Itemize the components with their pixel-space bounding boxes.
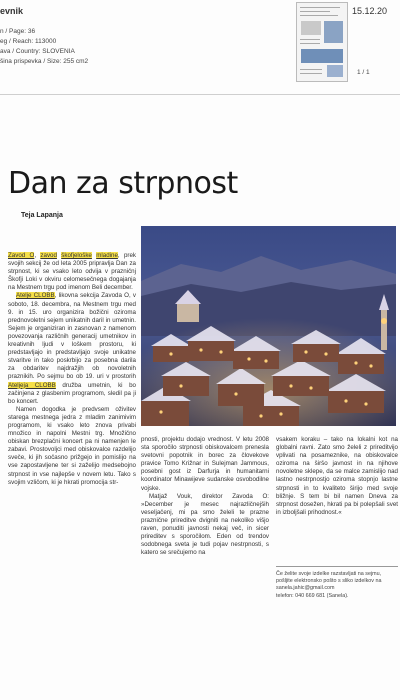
paragraph-text: , likovna sekcija Zavoda O, v soboto, 18. decembra, na Mestnem trgu med 9. in 15. uro organizira božični oziroma prednovoletni sejem unikatnih daril in umetnin. Sejem je organiziran in zasnovan z namenom povezovanja različnih generacij umetnikov in kreativnih ljudi v loškem prostoru, ki predstavljajo in predstavljajo svoje unikatne stvaritve in tako poskrbijo za posebna darila za obdaritev najdražjih ob novoletnih praznikih. Po sejmu bo ob 19. uri v prostorih bbox=[8, 292, 136, 381]
article-column-1 bbox=[8, 252, 136, 487]
contact-line: pošljite elektronsko pošto s sliko izdelkov na bbox=[276, 578, 382, 585]
paragraph-text: družba umetnin, ki bo začinjena z glasbenim programom, sledil pa ji bo koncert. bbox=[8, 381, 136, 405]
paragraph bbox=[8, 252, 136, 292]
article-title: Dan za strpnost bbox=[8, 166, 238, 201]
publication-name: evnik bbox=[0, 6, 24, 16]
page-counter: 1 / 1 bbox=[357, 69, 370, 76]
page-thumbnail[interactable] bbox=[296, 2, 348, 82]
contact-box bbox=[276, 566, 398, 600]
paragraph: Namen dogodka je predvsem oživitev starega mestnega jedra z mladim zanimivim programom, ki vsako leto znova privabi množico in napolni Mestni trg. Množično obiskan brezplačni koncert pa ni namenjen le zabavi. Prostovoljci med obiskovalce razdelijo sveče, ki jih sočasno prižgejo in pomislijo na vse zapostavljene ter si zaželijo medsebojno strpnost in vse najlepše v novem letu. Tako s svojim vzličom, ki je hkrati promocija str- bbox=[8, 405, 136, 486]
meta-size: šina prispevka / Size: 255 cm2 bbox=[0, 58, 89, 65]
contact-phone: telefon: 040 669 681 (Sanela). bbox=[276, 592, 349, 599]
paragraph: Matjaž Vouk, direktor Zavoda O: »December je mesec najrazličnejših veseljačenj, mi pa smo želeli te prazne praznične prireditve dvigniti na nekoliko višjo raven, ponuditi javnosti nekaj več, in sicer prireditev s sporočilom. Eden od trendov sodobnega sveta je tudi pojav nestrpnosti, s katero se srečujemo na bbox=[141, 492, 269, 557]
highlight: zavod bbox=[40, 252, 57, 259]
contact-email[interactable]: sanela.jahic@gmail.com bbox=[276, 585, 335, 592]
article-column-3 bbox=[276, 436, 398, 517]
article-author: Teja Lapanja bbox=[21, 212, 63, 219]
highlight: Atelje CLOBB bbox=[16, 292, 55, 300]
article-column-2 bbox=[141, 436, 269, 557]
highlight: škofjeloške bbox=[61, 252, 92, 259]
town-night-photo bbox=[141, 226, 396, 426]
paragraph: vsakem koraku – tako na lokalni kot na globalni ravni. Zato smo želeli z prireditvijo vplivati na posameznike, na obiskovalce oziroma na širšo javnost in na njihove novoletne sklepe, da se malce zamislijo nad lastno nestrpnostjo oziroma stopnjo lastne strpnosti in to kvaliteto širijo med svoje bližnje. S tem bi bil namen Dneva za strpnost dosežen, hkrati pa bi polepšali svet in izboljšali prihodnost.« bbox=[276, 436, 398, 516]
meta-country: ava / Country: SLOVENIA bbox=[0, 48, 75, 55]
highlight: Zavod O bbox=[8, 252, 35, 259]
meta-reach: eg / Reach: 113000 bbox=[0, 38, 57, 45]
meta-page: n / Page: 36 bbox=[0, 28, 36, 35]
contact-line: Če želite svoje izdelke razstavljati na sejmu, bbox=[276, 571, 382, 577]
header-divider bbox=[0, 94, 400, 95]
highlight: mladine bbox=[96, 252, 118, 259]
publication-date: 15.12.20 bbox=[352, 6, 388, 16]
paragraph bbox=[8, 292, 136, 405]
paragraph: pnosti, projektu dodajo vrednost. V letu 2008 sta sporočilo strpnosti obiskovalcem prenesla svetovni popotnik in borec za človekove pravice Tomo Križnar in Sulejman Jammous, posebni gost iz Darfurja in humanitarni koordinator Minawijeve sudanske osvobodilne vojske. bbox=[141, 436, 269, 492]
separator: , bbox=[34, 252, 41, 259]
paragraph-text: , prek svojih sekcij že od leta 2005 pripravlja Dan za strpnost, ki se vsako leto odvija v prazničnj Škofji Loki v okviru celomesečnega dogajanja na Mestnem trgu pod imenom Beli december. bbox=[8, 252, 136, 292]
highlight: Ateljeja CLOBB bbox=[8, 381, 56, 389]
